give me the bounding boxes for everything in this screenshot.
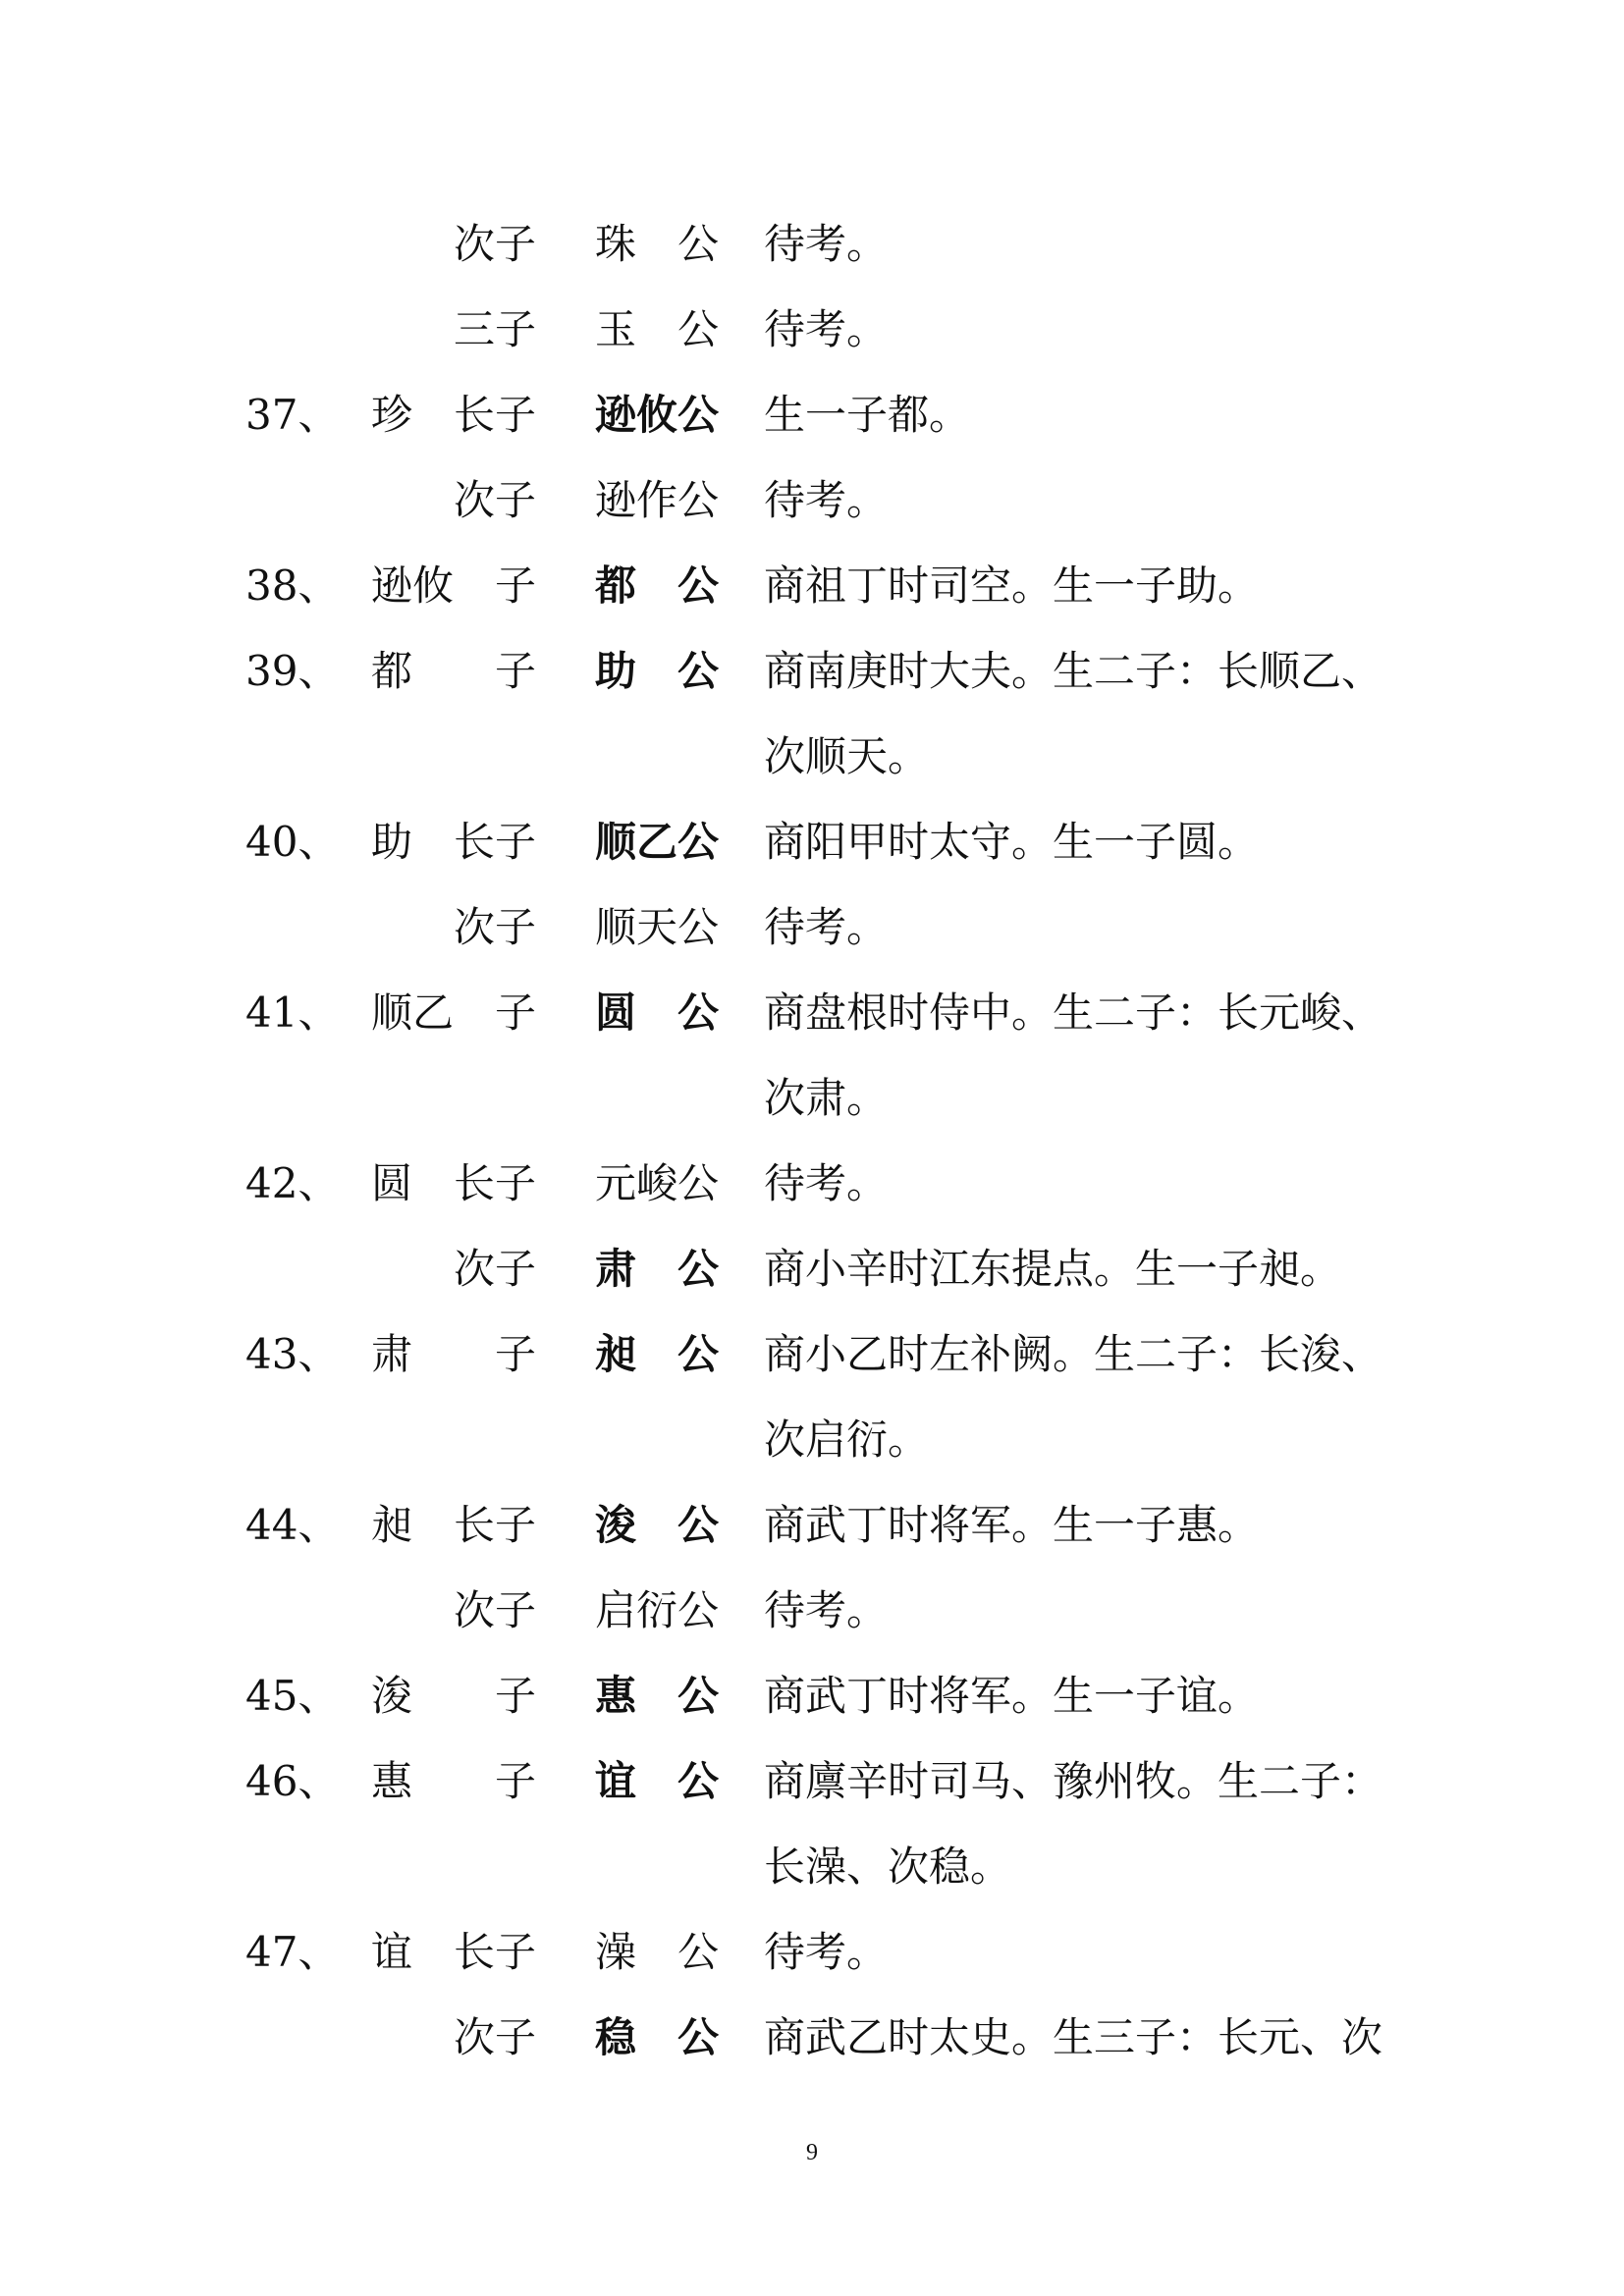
ancestor-description: 商武乙时太史。生三子：长元、次 [764, 2013, 1383, 2061]
son-order: 次子 [454, 903, 537, 951]
generation-number: 37、 [245, 391, 340, 439]
genealogy-line [0, 1055, 1624, 1141]
generation-number: 40、 [245, 818, 340, 866]
son-order: 三子 [454, 305, 537, 353]
ancestor-name: 逊作公 [595, 476, 720, 524]
son-order: 次子 [454, 1245, 537, 1293]
genealogy-line [0, 372, 1624, 457]
ancestor-name: 稳 公 [595, 2013, 720, 2061]
ancestor-name: 都 公 [595, 561, 720, 610]
parent-name: 圆 [371, 1159, 413, 1207]
ancestor-name: 元峻公 [595, 1159, 720, 1207]
genealogy-line [0, 1397, 1624, 1482]
generation-number: 39、 [245, 647, 340, 695]
genealogy-line [0, 1738, 1624, 1824]
ancestor-description: 商小辛时江东提点。生一子昶。 [764, 1245, 1342, 1293]
son-order: 子 [454, 1330, 537, 1378]
ancestor-name: 惠 公 [595, 1672, 720, 1720]
ancestor-description: 生一子都。 [764, 391, 971, 439]
ancestor-name: 顺天公 [595, 903, 720, 951]
son-order: 子 [454, 1757, 537, 1805]
son-order: 长子 [454, 1928, 537, 1976]
ancestor-name: 逊攸公 [595, 391, 720, 439]
ancestor-description: 待考。 [764, 476, 889, 524]
ancestor-description: 次顺天。 [764, 732, 930, 780]
son-order: 子 [454, 1672, 537, 1720]
ancestor-name: 澡 公 [595, 1928, 720, 1976]
parent-name: 逊攸 [371, 561, 455, 610]
parent-name: 昶 [371, 1501, 413, 1549]
ancestor-description: 长澡、次稳。 [764, 1842, 1012, 1891]
parent-name: 珍 [371, 391, 413, 439]
ancestor-description: 商南庚时大夫。生二子：长顺乙、 [764, 647, 1383, 695]
genealogy-line [0, 1995, 1624, 2080]
ancestor-description: 待考。 [764, 220, 889, 268]
generation-number: 47、 [245, 1928, 340, 1976]
ancestor-description: 待考。 [764, 903, 889, 951]
genealogy-list [0, 201, 1624, 2080]
ancestor-name: 肃 公 [595, 1245, 720, 1293]
genealogy-line [0, 543, 1624, 628]
ancestor-name: 启衍公 [595, 1586, 720, 1634]
son-order: 长子 [454, 1159, 537, 1207]
ancestor-description: 商盘根时侍中。生二子：长元峻、 [764, 988, 1383, 1037]
generation-number: 38、 [245, 561, 340, 610]
generation-number: 42、 [245, 1159, 340, 1207]
ancestor-description: 待考。 [764, 1928, 889, 1976]
generation-number: 44、 [245, 1501, 340, 1549]
genealogy-line [0, 201, 1624, 287]
son-order: 长子 [454, 1501, 537, 1549]
ancestor-description: 次启衍。 [764, 1415, 930, 1464]
genealogy-line [0, 457, 1624, 543]
son-order: 次子 [454, 220, 537, 268]
generation-number: 46、 [245, 1757, 340, 1805]
ancestor-description: 待考。 [764, 305, 889, 353]
parent-name: 浚 [371, 1672, 413, 1720]
ancestor-name: 谊 公 [595, 1757, 720, 1805]
genealogy-line [0, 1482, 1624, 1568]
genealogy-line [0, 1824, 1624, 1909]
son-order: 长子 [454, 818, 537, 866]
son-order: 长子 [454, 391, 537, 439]
ancestor-description: 商祖丁时司空。生一子助。 [764, 561, 1260, 610]
ancestor-name: 昶 公 [595, 1330, 720, 1378]
parent-name: 肃 [371, 1330, 413, 1378]
generation-number: 45、 [245, 1672, 340, 1720]
page-number: 9 [806, 2140, 818, 2165]
ancestor-name: 助 公 [595, 647, 720, 695]
ancestor-description: 待考。 [764, 1159, 889, 1207]
ancestor-description: 商武丁时将军。生一子谊。 [764, 1672, 1260, 1720]
son-order: 次子 [454, 476, 537, 524]
parent-name: 助 [371, 818, 413, 866]
ancestor-description: 商廪辛时司马、豫州牧。生二子： [764, 1757, 1383, 1805]
parent-name: 惠 [371, 1757, 413, 1805]
genealogy-line [0, 1653, 1624, 1738]
ancestor-name: 玉 公 [595, 305, 720, 353]
genealogy-line [0, 970, 1624, 1055]
ancestor-name: 圆 公 [595, 988, 720, 1037]
genealogy-line [0, 1226, 1624, 1311]
ancestor-description: 待考。 [764, 1586, 889, 1634]
ancestor-description: 次肃。 [764, 1074, 889, 1122]
genealogy-line [0, 1909, 1624, 1995]
ancestor-name: 浚 公 [595, 1501, 720, 1549]
ancestor-name: 珠 公 [595, 220, 720, 268]
ancestor-description: 商武丁时将军。生一子惠。 [764, 1501, 1260, 1549]
son-order: 子 [454, 561, 537, 610]
parent-name: 都 [371, 647, 413, 695]
son-order: 次子 [454, 1586, 537, 1634]
parent-name: 谊 [371, 1928, 413, 1976]
genealogy-line [0, 799, 1624, 884]
genealogy-line [0, 287, 1624, 372]
parent-name: 顺乙 [371, 988, 455, 1037]
son-order: 子 [454, 647, 537, 695]
genealogy-line [0, 1311, 1624, 1397]
genealogy-line [0, 714, 1624, 799]
son-order: 次子 [454, 2013, 537, 2061]
ancestor-description: 商阳甲时太守。生一子圆。 [764, 818, 1260, 866]
genealogy-line [0, 884, 1624, 970]
genealogy-line [0, 1141, 1624, 1226]
ancestor-name: 顺乙公 [595, 818, 720, 866]
son-order: 子 [454, 988, 537, 1037]
genealogy-line [0, 1568, 1624, 1653]
generation-number: 41、 [245, 988, 340, 1037]
genealogy-line [0, 628, 1624, 714]
ancestor-description: 商小乙时左补阙。生二子：长浚、 [764, 1330, 1383, 1378]
generation-number: 43、 [245, 1330, 340, 1378]
